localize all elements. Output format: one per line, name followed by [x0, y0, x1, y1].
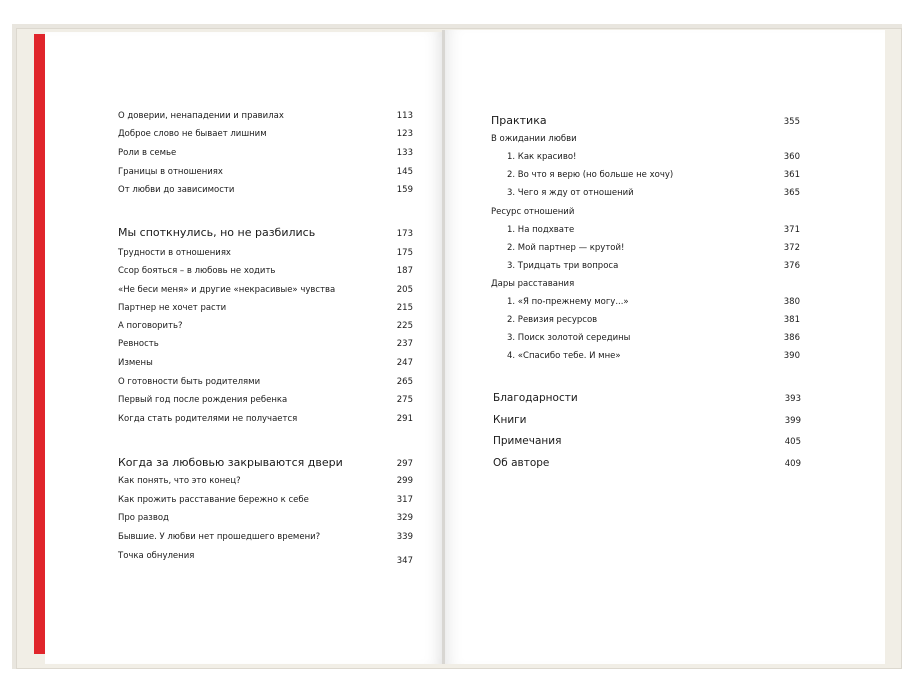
- toc-entry-title: 1. «Я по-прежнему могу...»: [507, 297, 629, 307]
- toc-entry: [118, 339, 413, 349]
- toc-heading-title: Практика: [491, 114, 547, 127]
- right-page: [445, 30, 885, 664]
- toc-chapter-heading: [118, 226, 413, 239]
- toc-entry-title: Границы в отношениях: [118, 167, 223, 177]
- toc-entry: [118, 321, 413, 331]
- toc-entry-page: 390: [783, 351, 800, 361]
- toc-section-title: [491, 279, 800, 289]
- toc-entry-title: 3. Тридцать три вопроса: [507, 261, 619, 271]
- toc-entry: [118, 148, 413, 158]
- toc-entry: [118, 513, 413, 523]
- toc-entry-title: 3. Поиск золотой середины: [507, 333, 631, 343]
- toc-entry-title: Ссор бояться – в любовь не ходить: [118, 266, 276, 276]
- toc-entry-page: 381: [783, 315, 800, 325]
- toc-entry-title: Об авторе: [493, 457, 550, 469]
- toc-entry: [507, 297, 800, 307]
- toc-entry-title: 4. «Спасибо тебе. И мне»: [507, 351, 621, 361]
- toc-entry-title: Когда стать родителями не получается: [118, 414, 298, 424]
- toc-entry: [118, 285, 413, 295]
- toc-entry: [507, 243, 800, 253]
- toc-entry-title: О готовности быть родителями: [118, 377, 261, 387]
- toc-section-label: Ресурс отношений: [491, 207, 575, 217]
- toc-entry: [507, 225, 800, 235]
- toc-entry-page: 360: [783, 152, 800, 162]
- toc-section-title: [491, 207, 800, 217]
- toc-entry-page: 225: [396, 321, 413, 331]
- toc-entry-page: 237: [396, 339, 413, 349]
- toc-entry-page: 159: [396, 185, 413, 195]
- toc-entry: [507, 315, 800, 325]
- toc-section-title: [491, 134, 800, 144]
- toc-entry-title: Как прожить расставание бережно к себе: [118, 495, 309, 505]
- toc-entry: [118, 395, 413, 405]
- toc-entry-page: 372: [783, 243, 800, 253]
- toc-entry-page: 291: [396, 414, 413, 424]
- toc-entry-title: Трудности в отношениях: [118, 248, 231, 258]
- toc-entry-page: 317: [396, 495, 413, 505]
- toc-entry-title: Первый год после рождения ребенка: [118, 395, 288, 405]
- toc-entry: [118, 303, 413, 313]
- toc-heading-page: 355: [783, 117, 800, 127]
- toc-back-matter-entry: [493, 435, 801, 447]
- toc-entry: [118, 358, 413, 368]
- toc-back-matter-entry: [493, 457, 801, 469]
- toc-heading-page: 173: [396, 229, 413, 239]
- toc-entry-title: От любви до зависимости: [118, 185, 235, 195]
- toc-entry-page: 113: [396, 111, 413, 121]
- toc-entry-page: 145: [396, 167, 413, 177]
- toc-entry-title: 1. Как красиво!: [507, 152, 577, 162]
- toc-entry-page: 329: [396, 513, 413, 523]
- toc-entry-page: 399: [784, 416, 801, 426]
- toc-entry-title: Измены: [118, 358, 153, 368]
- toc-entry: [118, 185, 413, 195]
- toc-entry-page: 265: [396, 377, 413, 387]
- toc-part-heading: [491, 114, 800, 127]
- toc-entry: [118, 476, 413, 486]
- toc-entry-page: 376: [783, 261, 800, 271]
- toc-entry-page: 205: [396, 285, 413, 295]
- toc-entry-page: 405: [784, 437, 801, 447]
- toc-section-label: В ожидании любви: [491, 134, 577, 144]
- toc-entry-title: «Не беси меня» и другие «некрасивые» чувства: [118, 285, 336, 295]
- toc-entry: [118, 111, 413, 121]
- toc-entry: [118, 495, 413, 505]
- red-spine-edge: [34, 34, 45, 654]
- toc-chapter-heading: [118, 456, 413, 469]
- toc-entry-title: Благодарности: [493, 392, 578, 404]
- toc-entry: [507, 188, 800, 198]
- toc-entry-page: 361: [783, 170, 800, 180]
- toc-entry-page: 187: [396, 266, 413, 276]
- toc-entry-title: Про развод: [118, 513, 169, 523]
- toc-entry: [118, 532, 413, 542]
- toc-entry-page: 339: [396, 532, 413, 542]
- toc-entry-title: Книги: [493, 414, 527, 426]
- toc-entry: [507, 152, 800, 162]
- toc-entry-page: 123: [396, 129, 413, 139]
- toc-entry-page: 215: [396, 303, 413, 313]
- toc-entry-title: О доверии, ненападении и правилах: [118, 111, 284, 121]
- toc-entry-title: Как понять, что это конец?: [118, 476, 241, 486]
- toc-entry-page: 247: [396, 358, 413, 368]
- toc-entry-title: 2. Мой партнер — крутой!: [507, 243, 625, 253]
- toc-entry-page: 175: [396, 248, 413, 258]
- toc-entry-title: Бывшие. У любви нет прошедшего времени?: [118, 532, 321, 542]
- toc-entry-page: 275: [396, 395, 413, 405]
- toc-entry-page: 409: [784, 459, 801, 469]
- toc-entry: [118, 266, 413, 276]
- toc-section-label: Дары расставания: [491, 279, 575, 289]
- toc-entry-title: Роли в семье: [118, 148, 177, 158]
- toc-entry-title: 1. На подхвате: [507, 225, 575, 235]
- left-page: [45, 32, 443, 664]
- toc-entry-page: 371: [783, 225, 800, 235]
- toc-entry-page: 299: [396, 476, 413, 486]
- toc-entry-title: 2. Ревизия ресурсов: [507, 315, 598, 325]
- toc-entry-page: 347: [396, 556, 413, 566]
- toc-entry-title: Ревность: [118, 339, 159, 349]
- toc-entry-title: А поговорить?: [118, 321, 183, 331]
- toc-entry-title: 2. Во что я верю (но больше не хочу): [507, 170, 674, 180]
- toc-heading-title: Когда за любовью закрываются двери: [118, 456, 343, 469]
- toc-entry: [507, 170, 800, 180]
- toc-entry: [118, 167, 413, 177]
- toc-heading-title: Мы споткнулись, но не разбились: [118, 226, 316, 239]
- toc-entry-title: Партнер не хочет расти: [118, 303, 227, 313]
- toc-entry: [507, 351, 800, 361]
- toc-back-matter-entry: [493, 414, 801, 426]
- toc-entry-title: Точка обнуления: [118, 551, 195, 561]
- toc-entry: [118, 377, 413, 387]
- toc-entry-title: Примечания: [493, 435, 562, 447]
- toc-heading-page: 297: [396, 459, 413, 469]
- toc-entry: [507, 261, 800, 271]
- toc-back-matter-entry: [493, 392, 801, 404]
- toc-entry: [118, 129, 413, 139]
- toc-entry: [118, 414, 413, 424]
- toc-entry-page: 380: [783, 297, 800, 307]
- toc-entry: [118, 248, 413, 258]
- toc-entry-page: 393: [784, 394, 801, 404]
- toc-entry-page: 365: [783, 188, 800, 198]
- toc-entry-title: Доброе слово не бывает лишним: [118, 129, 267, 139]
- toc-entry-page: 386: [783, 333, 800, 343]
- toc-entry-title: 3. Чего я жду от отношений: [507, 188, 634, 198]
- toc-entry: [507, 333, 800, 343]
- toc-entry: [118, 551, 413, 566]
- toc-entry-page: 133: [396, 148, 413, 158]
